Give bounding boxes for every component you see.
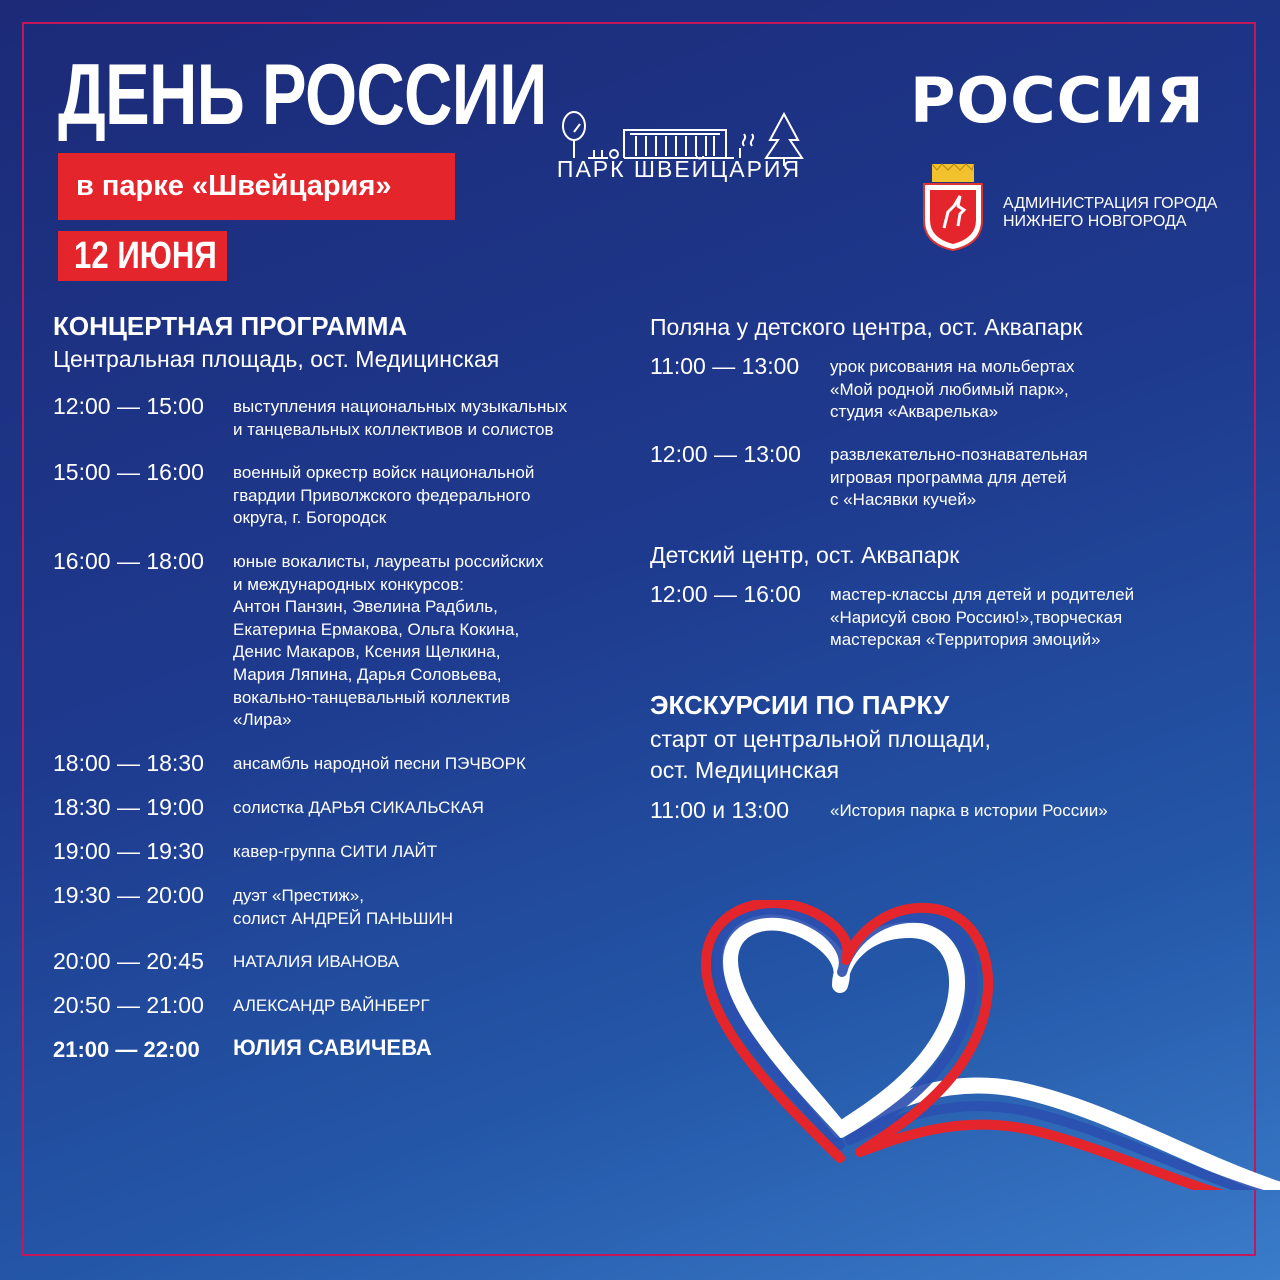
row-time: 18:00 — 18:30 xyxy=(53,750,204,776)
tricolor-heart-icon xyxy=(690,900,1280,1190)
row-desc xyxy=(233,885,453,930)
location-line: старт от центральной площади, xyxy=(650,726,991,752)
desc-line: округа, г. Богородск xyxy=(233,508,387,528)
row-time: 11:00 и 13:00 xyxy=(650,797,790,823)
desc-line: солистка ДАРЬЯ СИКАЛЬСКАЯ xyxy=(233,798,484,817)
row-desc xyxy=(233,396,567,441)
desc-line: «Мой родной любимый парк», xyxy=(830,379,1069,399)
row-desc xyxy=(233,551,544,732)
row-desc xyxy=(233,797,484,820)
desc-line: юные вокалисты, лауреаты российских xyxy=(233,552,544,571)
row-desc xyxy=(830,444,1088,512)
row-time: 20:50 — 21:00 xyxy=(53,992,204,1018)
desc-line: ансамбль народной песни ПЭЧВОРК xyxy=(233,754,526,773)
row-desc xyxy=(830,800,1108,823)
concert-location: Центральная площадь, ост. Медицинская xyxy=(53,346,500,372)
row-time: 20:00 — 20:45 xyxy=(53,948,204,974)
desc-line: вокально-танцевальный коллектив xyxy=(233,687,511,707)
admin-line-2: НИЖНЕГО НОВГОРОДА xyxy=(1003,213,1187,230)
row-desc xyxy=(233,995,430,1018)
desc-line: Денис Макаров, Ксения Щелкина, xyxy=(233,642,501,662)
desc-line: игровая программа для детей xyxy=(830,467,1067,487)
row-time: 19:30 — 20:00 xyxy=(53,882,204,908)
row-time: 12:00 — 15:00 xyxy=(53,393,204,419)
desc-line: мастер-классы для детей и родителей xyxy=(830,585,1135,604)
desc-line: мастерская «Территория эмоций» xyxy=(830,630,1101,650)
desc-line: НАТАЛИЯ ИВАНОВА xyxy=(233,952,400,971)
kids-center-location: Детский центр, ост. Аквапарк xyxy=(650,542,960,568)
desc-line: Антон Панзин, Эвелина Радбиль, xyxy=(233,597,498,617)
location-line: ост. Медицинская xyxy=(650,757,840,783)
desc-line: дуэт «Престиж», xyxy=(233,886,364,905)
date-badge xyxy=(58,231,227,281)
desc-line: студия «Акварелька» xyxy=(830,402,999,422)
row-desc xyxy=(830,356,1074,424)
row-desc xyxy=(233,1037,432,1060)
date-text: 12 ИЮНЯ xyxy=(74,235,217,277)
admin-line-1: АДМИНИСТРАЦИЯ ГОРОДА xyxy=(1003,195,1218,212)
desc-line: ЮЛИЯ САВИЧЕВА xyxy=(233,1035,432,1060)
desc-line: и танцевальных коллективов и солистов xyxy=(233,419,554,439)
desc-line: военный оркестр войск национальной xyxy=(233,463,535,482)
desc-line: Екатерина Ермакова, Ольга Кокина, xyxy=(233,619,520,639)
desc-line: «История парка в истории России» xyxy=(830,801,1108,820)
park-logo-text: ПАРК ШВЕЙЦАРИЯ xyxy=(556,156,802,182)
row-time: 16:00 — 18:00 xyxy=(53,548,204,574)
row-desc xyxy=(233,951,399,974)
coat-of-arms-icon xyxy=(918,162,988,252)
desc-line: и международных конкурсов: xyxy=(233,574,464,594)
desc-line: гвардии Приволжского федерального xyxy=(233,485,531,505)
russia-logo: РОССИЯ xyxy=(910,64,1205,137)
page-title: ДЕНЬ РОССИИ xyxy=(58,47,547,143)
park-label-badge: в парке «Швейцария» xyxy=(58,153,455,220)
desc-line: «Нарисуй свою Россию!»,творческая xyxy=(830,607,1123,627)
concert-title: КОНЦЕРТНАЯ ПРОГРАММА xyxy=(53,311,408,341)
desc-line: «Лира» xyxy=(233,710,292,730)
row-time: 12:00 — 16:00 xyxy=(650,581,801,607)
desc-line: АЛЕКСАНДР ВАЙНБЕРГ xyxy=(233,996,430,1015)
excursions-location xyxy=(650,724,991,786)
desc-line: выступления национальных музыкальных xyxy=(233,397,568,416)
desc-line: Мария Ляпина, Дарья Соловьева, xyxy=(233,664,502,684)
excursions-title: ЭКСКУРСИИ ПО ПАРКУ xyxy=(650,690,950,720)
row-desc xyxy=(233,753,526,776)
desc-line: солист АНДРЕЙ ПАНЬШИН xyxy=(233,908,454,928)
row-desc xyxy=(830,584,1134,652)
row-time: 19:00 — 19:30 xyxy=(53,838,204,864)
row-desc xyxy=(233,462,534,530)
row-desc xyxy=(233,841,437,864)
row-time: 15:00 — 16:00 xyxy=(53,459,204,485)
admin-label xyxy=(1003,195,1217,231)
desc-line: развлекательно-познавательная xyxy=(830,445,1088,464)
desc-line: с «Насявки кучей» xyxy=(830,490,977,510)
row-time: 18:30 — 19:00 xyxy=(53,794,204,820)
row-time: 11:00 — 13:00 xyxy=(650,353,800,379)
row-time: 21:00 — 22:00 xyxy=(53,1037,200,1062)
desc-line: урок рисования на мольбертах xyxy=(830,357,1075,376)
row-time: 12:00 — 13:00 xyxy=(650,441,801,467)
meadow-location: Поляна у детского центра, ост. Аквапарк xyxy=(650,314,1083,340)
desc-line: кавер-группа СИТИ ЛАЙТ xyxy=(233,842,438,861)
